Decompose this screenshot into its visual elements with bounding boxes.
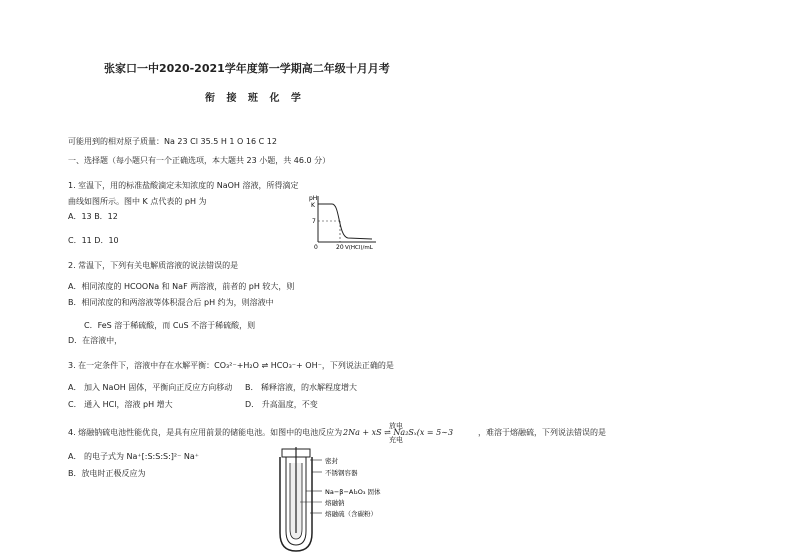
atomic-masses: 可能用到的相对原子质量：Na 23 Cl 35.5 H 1 O 16 C 12	[68, 137, 277, 146]
titration-curve	[318, 204, 372, 239]
q4-stem-end: ，难溶于熔融硫，下列说法错误的是	[478, 428, 606, 437]
q4-equation-top: 放电	[389, 422, 403, 430]
q3-option-c: C． 通入 HCl，溶液 pH 增大	[68, 400, 173, 409]
q1-options-ab: A．13 B．12	[68, 212, 118, 221]
q2-stem: 2. 常温下，下列有关电解质溶液的说法错误的是	[68, 261, 239, 270]
graph-x-label: V(HCl)/mL	[345, 245, 373, 251]
q1-titration-graph	[308, 192, 380, 252]
q2-option-c: C．FeS 溶于稀硫酸，而 CuS 不溶于稀硫酸，则	[84, 321, 256, 330]
section-one-heading: 一、选择题（每小题只有一个正确选项，本大题共 23 小题，共 46.0 分）	[68, 156, 331, 165]
q4-equation-bottom: 充电	[389, 436, 403, 444]
q4-stem-start: 4. 熔融钠硫电池性能优良，是具有应用前景的储能电池。如图中的电池反应为	[68, 428, 343, 437]
q4-option-b: B．放电时正极反应为	[68, 469, 146, 478]
graph-zero-label: 0	[314, 244, 318, 251]
q3-stem: 3. 在一定条件下，溶液中存在水解平衡：CO₃²⁻+H₂O ⇌ HCO₃⁻+ OH⁻，下列说法正确的是	[68, 361, 394, 370]
q3-option-a: A． 加入 NaOH 固体，平衡向正反应方向移动	[68, 383, 233, 392]
q1-options-cd: C．11 D．10	[68, 236, 119, 245]
graph-seven-label: 7	[312, 218, 316, 225]
q2-option-d: D．在溶液中，	[68, 336, 123, 345]
q4-option-a: A． 的电子式为 Na⁺[:S:S:S:]²⁻ Na⁺	[68, 452, 200, 461]
label-seal: 密封	[325, 457, 338, 465]
graph-y-label: pH	[309, 195, 318, 202]
q2-option-b: B．相同浓度的和两溶液等体积混合后 pH 约为，则溶液中	[68, 298, 274, 307]
label-steel-container: 不锈钢容器	[325, 469, 358, 477]
label-solid-electrolyte: Na−β−Al₂O₃ 固体	[325, 488, 381, 496]
battery-diagram	[270, 447, 430, 555]
q4-equation: 2Na + xS ⇌ Na₂Sₓ(x = 5∼3	[343, 428, 454, 437]
q3-option-b: B． 稀释溶液，的水解程度增大	[245, 383, 358, 392]
graph-x-tick: 20	[336, 244, 344, 251]
q1-stem-line1: 1. 室温下，用的标准盐酸滴定未知浓度的 NaOH 溶液，所得滴定	[68, 181, 299, 190]
graph-k-label: K	[311, 202, 315, 209]
q3-option-d: D． 升高温度，不变	[245, 400, 318, 409]
label-molten-sodium: 熔融钠	[325, 499, 345, 507]
exam-title: 张家口一中2020-2021学年度第一学期高二年级十月月考	[104, 62, 390, 75]
q2-option-a: A．相同浓度的 HCOONa 和 NaF 两溶液，前者的 pH 较大，则	[68, 282, 295, 291]
q1-stem-line2: 曲线如图所示。图中 K 点代表的 pH 为	[68, 197, 207, 206]
label-molten-sulfur: 熔融硫（含碳粉）	[325, 510, 377, 518]
exam-subject: 衔 接 班 化 学	[205, 93, 305, 104]
